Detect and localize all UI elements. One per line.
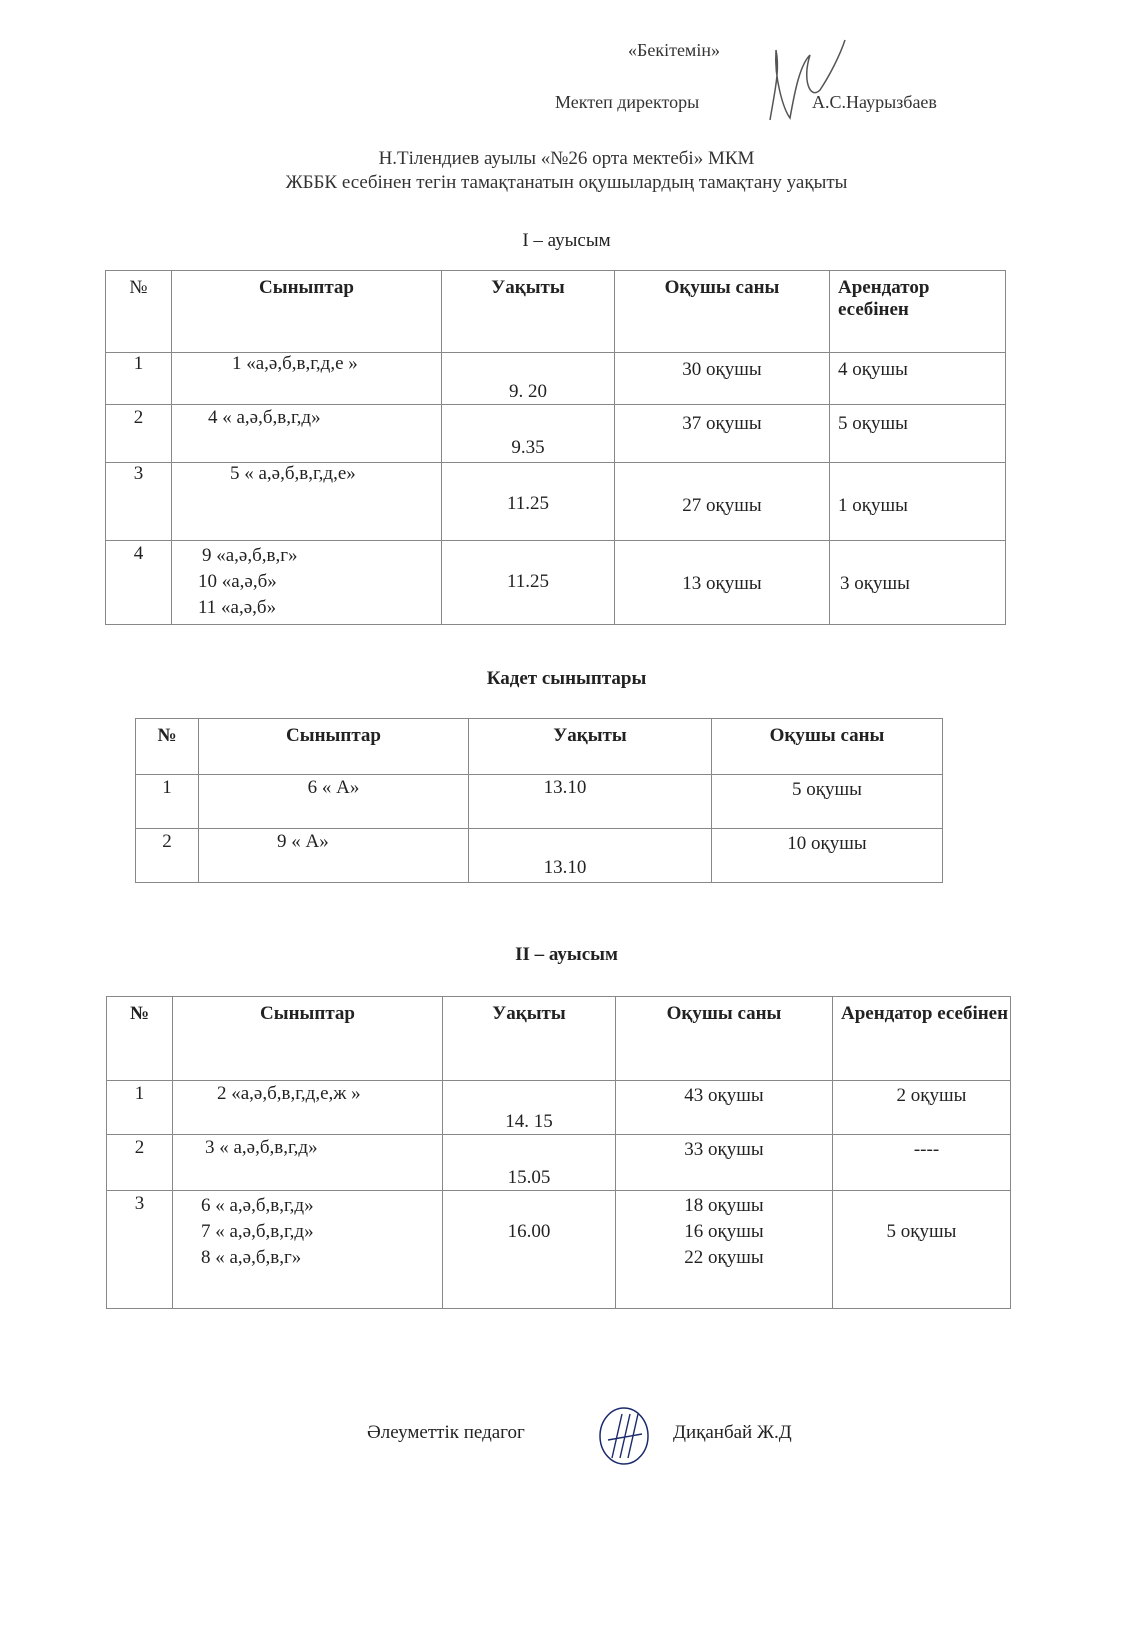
row-number: 2 [134, 1137, 145, 1158]
row-number: 2 [133, 407, 144, 428]
header-time: Уақыты [469, 719, 712, 775]
header-rent: Арендатор есебінен [830, 271, 1006, 353]
header-classes: Сыныптар [172, 271, 442, 353]
row-time: 11.25 [506, 571, 550, 592]
row-classes-line1: 9 «а,ә,б,в,г» [202, 545, 298, 566]
row-number: 4 [133, 543, 144, 564]
table-row [106, 353, 1006, 405]
row-number: 1 [162, 777, 172, 798]
row-count-line2: 16 оқушы [684, 1221, 764, 1242]
table-row [107, 1191, 1011, 1309]
row-classes: 4 « а,ә,б,в,г,д» [208, 407, 321, 428]
director-signature [740, 30, 850, 130]
table-row [106, 405, 1006, 463]
row-time: 13.10 [543, 857, 587, 878]
shift1-header-row [106, 271, 1006, 353]
shift1-table [105, 270, 1006, 625]
row-number: 3 [133, 463, 144, 484]
footer-role: Әлеуметтік педагог [367, 1422, 525, 1443]
header-number: № [136, 719, 199, 775]
document-title-line2: ЖББК есебінен тегін тамақтанатын оқушылардың тамақтану уақыты [285, 172, 848, 193]
row-number: 2 [162, 831, 172, 852]
row-rent: ---- [913, 1139, 940, 1160]
cadet-heading: Кадет сыныптары [486, 668, 647, 689]
row-rent: 2 оқушы [896, 1085, 967, 1106]
shift1-heading: І – ауысым [522, 230, 611, 251]
row-count: 13 оқушы [682, 573, 762, 594]
shift2-header-row [107, 997, 1011, 1081]
approve-label: «Бекітемін» [628, 40, 720, 60]
row-time: 9. 20 [509, 381, 547, 402]
row-count: 30 оқушы [682, 359, 762, 380]
shift2-heading: ІІ – ауысым [515, 944, 618, 965]
row-classes-line2: 7 « а,ә,б,в,г,д» [201, 1221, 314, 1242]
header-time: Уақыты [442, 271, 615, 353]
row-time: 13.10 [543, 777, 587, 798]
row-count: 27 оқушы [682, 495, 762, 516]
row-number: 3 [134, 1193, 145, 1214]
row-classes-line1: 6 « а,ә,б,в,г,д» [201, 1195, 314, 1216]
row-count: 5 оқушы [792, 779, 862, 800]
row-number: 1 [134, 1083, 145, 1104]
row-count-line3: 22 оқушы [684, 1247, 764, 1268]
table-row [136, 829, 943, 883]
cadet-table [135, 718, 943, 883]
pedagog-signature [590, 1400, 660, 1470]
director-position: Мектеп директоры [555, 92, 700, 112]
row-classes-line3: 8 « а,ә,б,в,г» [201, 1247, 302, 1268]
row-classes-line3: 11 «а,ә,б» [198, 597, 277, 618]
row-rent: 3 оқушы [840, 573, 910, 594]
row-classes: 9 « А» [277, 831, 329, 852]
row-time: 11.25 [506, 493, 550, 514]
row-classes: 6 « А» [307, 777, 360, 798]
row-time: 16.00 [507, 1221, 551, 1242]
header-count: Оқушы саны [712, 719, 943, 775]
header-classes: Сыныптар [173, 997, 443, 1081]
shift2-table [106, 996, 1011, 1309]
row-classes: 1 «а,ә,б,в,г,д,е » [232, 353, 358, 374]
table-row [106, 541, 1006, 625]
header-time: Уақыты [443, 997, 616, 1081]
table-row [136, 775, 943, 829]
row-rent: 5 оқушы [838, 413, 908, 434]
document-title-line1: Н.Тілендиев ауылы «№26 орта мектебі» МКМ [378, 148, 755, 169]
row-rent: 4 оқушы [838, 359, 908, 380]
row-number: 1 [133, 353, 144, 374]
header-classes: Сыныптар [199, 719, 469, 775]
row-count: 10 оқушы [787, 833, 867, 854]
director-name: А.С.Наурызбаев [812, 92, 937, 112]
row-classes-line2: 10 «а,ә,б» [198, 571, 277, 592]
cadet-header-row [136, 719, 943, 775]
row-count: 43 оқушы [684, 1085, 764, 1106]
table-row [107, 1081, 1011, 1135]
table-row [107, 1135, 1011, 1191]
row-classes: 3 « а,ә,б,в,г,д» [205, 1137, 318, 1158]
header-rent: Арендатор есебінен [833, 997, 1011, 1081]
footer-name: Диқанбай Ж.Д [673, 1422, 792, 1443]
row-count: 33 оқушы [684, 1139, 764, 1160]
header-count: Оқушы саны [616, 997, 833, 1081]
table-row [106, 463, 1006, 541]
header-number: № [106, 271, 172, 353]
row-classes: 5 « а,ә,б,в,г,д,е» [230, 463, 356, 484]
header-count: Оқушы саны [615, 271, 830, 353]
row-count-line1: 18 оқушы [684, 1195, 764, 1216]
row-time: 14. 15 [505, 1111, 553, 1132]
header-number: № [107, 997, 173, 1081]
row-count: 37 оқушы [682, 413, 762, 434]
row-time: 9.35 [511, 437, 545, 458]
row-rent: 5 оқушы [886, 1221, 957, 1242]
row-rent: 1 оқушы [838, 495, 908, 516]
row-time: 15.05 [507, 1167, 551, 1188]
row-classes: 2 «а,ә,б,в,г,д,е,ж » [217, 1083, 361, 1104]
